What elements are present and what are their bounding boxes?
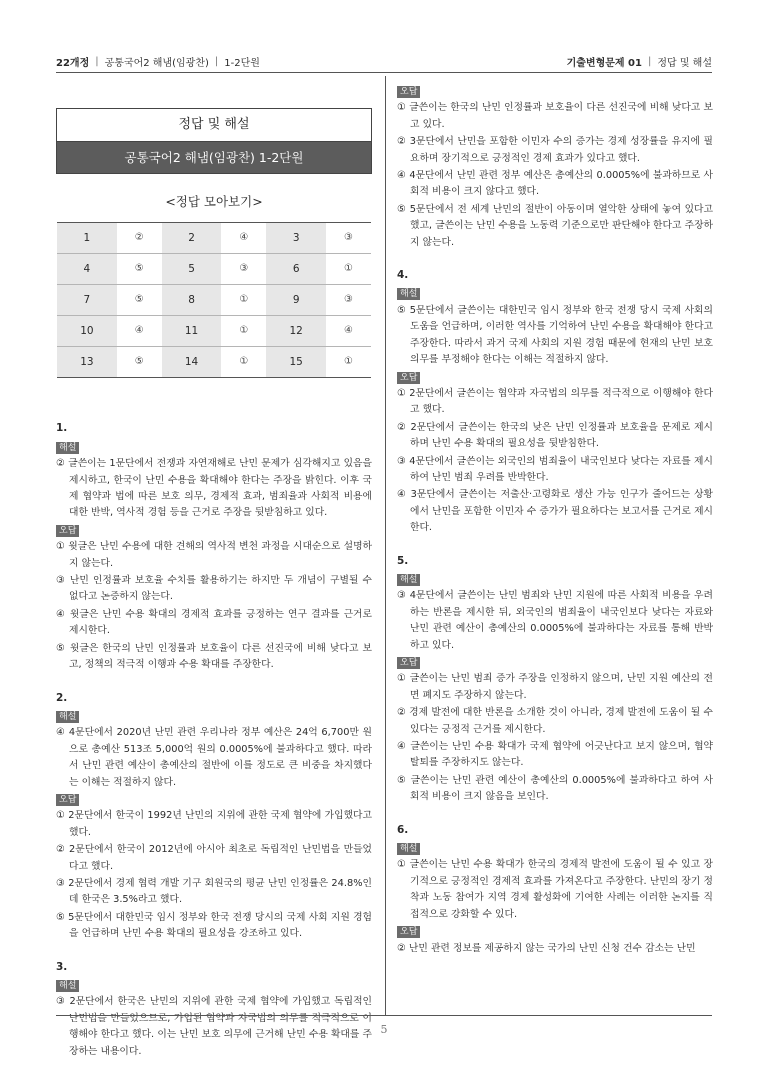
explanation-text: ② 글쓴이는 1문단에서 전쟁과 자연재해로 난민 문제가 심각해지고 있음을 제시하고, 한국이 난민 수용을 확대해야 한다는 주장을 밝힌다. 이후 국제 협약과 법에 따른 보호 의무, 경제적 효과, 범죄율과 사회적 비용에 대한 반박, 역사적 경험 등을 근거로 주장을 뒷받침하고 있다. — [56, 458, 372, 519]
header-separator: | — [214, 55, 219, 67]
explanation-text: ⑤ 5문단에서 글쓴이는 대한민국 임시 정부와 한국 전쟁 당시 국제 사회의 도움을 언급하며, 이러한 역사를 기억하여 난민 수용을 확대해야 한다고 주장한다. 따라서 과거 국제 사회의 지원 경험 때문에 현재의 난민 보호 의무를 부정해야 한다는 이해는 적절하지 않다. — [397, 304, 713, 366]
question-number: 2. — [56, 691, 68, 704]
answer-summary-title: <정답 모아보기> — [165, 194, 263, 209]
question-number-cell: 2 — [162, 223, 222, 254]
wrong-answer-item: ⑤ 5문단에서 대한민국 임시 정부와 한국 전쟁 당시의 국제 사회 지원 경험을 언급하며 난민 수용 확대의 필요성을 강조하고 있다. — [56, 911, 372, 940]
wrong-answer-item: ④ 4문단에서 난민 관련 정부 예산은 총예산의 0.0005%에 불과하므로 사회적 비용이 크지 않다고 했다. — [397, 170, 713, 198]
answer-cell: ④ — [117, 316, 162, 347]
question-number-cell: 14 — [162, 347, 222, 378]
table-row — [57, 223, 371, 254]
left-column — [56, 84, 372, 1057]
wrong-answer-tag: 오답 — [56, 525, 79, 537]
answer-cell: ① — [221, 347, 266, 378]
answer-cell: ① — [221, 316, 266, 347]
answer-cell: ③ — [221, 254, 266, 285]
wrong-answer-item: ⑤ 5문단에서 전 세계 난민의 절반이 아동이며 열악한 상태에 놓여 있다고 했고, 글쓴이는 난민 수용을 노동력 기준으로만 판단해야 한다고 주장하지 않는다. — [397, 203, 713, 248]
answer-cell: ③ — [326, 285, 371, 316]
answer-table — [57, 222, 371, 378]
answer-cell: ④ — [326, 316, 371, 347]
table-row — [57, 316, 371, 347]
question-number-cell: 12 — [266, 316, 326, 347]
wrong-answer-item: ① 글쓴이는 난민 범죄 증가 주장을 인정하지 않으며, 난민 지원 예산의 전면 폐지도 주장하지 않는다. — [397, 673, 713, 701]
header-unit: 1-2단원 — [224, 57, 260, 69]
wrong-answer-tag: 오답 — [397, 372, 420, 384]
question-4-solution — [397, 267, 713, 537]
answer-cell: ① — [221, 285, 266, 316]
answer-cell: ③ — [326, 223, 371, 254]
question-2-solution — [56, 690, 372, 943]
answer-cell: ⑤ — [117, 347, 162, 378]
wrong-answer-tag: 오답 — [397, 926, 420, 938]
explanation-text: ③ 2문단에서 한국은 난민의 지위에 관한 국제 협약에 가입했고 독립적인 난민법을 만들었으므로, 가입된 협약과 자국법의 의무를 적극적으로 이행해야 한다고 했다. 이는 난민 보호 의무에 근거해 난민 수용 확대를 주장하는 내용이다. — [56, 996, 372, 1057]
wrong-answer-item: ② 3문단에서 난민을 포함한 이민자 수의 증가는 경제 성장률을 유지에 필요하며 장기적으로 긍정적인 경제 효과가 있다고 했다. — [397, 136, 713, 164]
answer-cell: ⑤ — [117, 254, 162, 285]
wrong-answer-item: ① 윗글은 난민 수용에 대한 견해의 역사적 변천 과정을 시대순으로 설명하지 않는다. — [56, 541, 372, 569]
header-right-sub: 정답 및 해설 — [657, 57, 712, 69]
header-right-title: 기출변형문제 01 — [566, 57, 642, 69]
answer-cell: ① — [326, 347, 371, 378]
column-divider — [385, 76, 386, 1016]
question-number-cell: 11 — [162, 316, 222, 347]
question-6-solution — [397, 822, 713, 957]
right-column — [397, 84, 713, 1012]
explanation-text: ④ 4문단에서 2020년 난민 관련 우리나라 정부 예산은 24억 6,700만 원으로 총예산 513조 5,000억 원의 0.0005%에 불과하다고 했다. 따라서 난민 관련 예산이 총예산의 절반에 이를 정도로 큰 비중을 차지했다는 이해는 적절하지 않다. — [56, 727, 372, 788]
question-number: 5. — [397, 554, 409, 567]
wrong-answer-tag: 오답 — [397, 86, 420, 98]
title-box-subheading: 공통국어2 해냄(임광찬) 1-2단원 — [57, 141, 371, 173]
answer-cell: ⑤ — [117, 285, 162, 316]
wrong-answer-item: ② 난민 관련 정보를 제공하지 않는 국가의 난민 신청 건수 감소는 난민 — [397, 942, 696, 954]
header-divider — [56, 72, 712, 73]
explanation-text: ① 글쓴이는 난민 수용 확대가 한국의 경제적 발전에 도움이 될 수 있고 장기적으로 긍정적인 경제적 효과를 가져온다고 주장한다. 난민의 장기 정착과 노동 참여가 지역 경제 활성화에 기여한 사례는 이러한 논지를 직접적으로 강화할 수 있다. — [397, 859, 713, 920]
question-number-cell: 4 — [57, 254, 117, 285]
question-number: 3. — [56, 960, 68, 973]
answer-cell: ② — [117, 223, 162, 254]
wrong-answer-item: ④ 윗글은 난민 수용 확대의 경제적 효과를 긍정하는 연구 결과를 근거로 제시한다. — [56, 608, 372, 637]
question-5-solution — [397, 553, 713, 806]
answer-cell: ① — [326, 254, 371, 285]
page-header — [56, 52, 712, 70]
wrong-answer-item: ④ 글쓴이는 난민 수용 확대가 국제 협약에 어긋난다고 보지 않으며, 협약 탈퇴를 주장하지도 않는다. — [397, 741, 713, 769]
question-number: 4. — [397, 269, 409, 282]
question-number-cell: 15 — [266, 347, 326, 378]
wrong-answer-item: ② 2문단에서 한국이 2012년에 아시아 최초로 독립적인 난민법을 만들었다고 했다. — [56, 844, 372, 872]
explanation-tag: 해설 — [56, 711, 79, 723]
title-box-heading: 정답 및 해설 — [178, 117, 250, 132]
header-right — [567, 54, 712, 69]
table-row — [57, 285, 371, 316]
explanation-tag: 해설 — [397, 574, 420, 586]
wrong-answer-item: ② 2문단에서 글쓴이는 한국의 낮은 난민 인정률과 보호율을 문제로 제시하며 난민 수용 확대의 필요성을 뒷받침한다. — [397, 421, 713, 450]
explanation-text: ③ 4문단에서 글쓴이는 난민 범죄와 난민 지원에 따른 사회적 비용을 우려하는 반론을 제시한 뒤, 외국인의 범죄율이 내국인보다 낮다는 자료와 난민 관련 예산이 총예산의 0.0005%에 불과하다는 자료를 통해 반박하고 있다. — [397, 590, 713, 651]
question-number: 1. — [56, 422, 68, 435]
header-left — [56, 54, 260, 69]
header-edition: 22개정 — [56, 57, 90, 69]
footer-divider — [56, 1015, 712, 1016]
explanation-tag: 해설 — [397, 288, 420, 300]
question-number-cell: 1 — [57, 223, 117, 254]
explanation-tag: 해설 — [397, 843, 420, 855]
question-number-cell: 9 — [266, 285, 326, 316]
wrong-answer-item: ④ 3문단에서 글쓴이는 저출산·고령화로 생산 가능 인구가 줄어드는 상황에서 난민을 포함한 이민자 수 증가가 필요하다는 보고서를 근거로 제시한다. — [397, 489, 713, 534]
wrong-answer-item: ① 2문단에서 글쓴이는 협약과 자국법의 의무를 적극적으로 이행해야 한다고 했다. — [397, 387, 713, 416]
question-1-solution — [56, 420, 372, 673]
question-number-cell: 5 — [162, 254, 222, 285]
explanation-tag: 해설 — [56, 980, 79, 992]
answer-cell: ④ — [221, 223, 266, 254]
table-row — [57, 254, 371, 285]
table-row — [57, 347, 371, 378]
question-number-cell: 6 — [266, 254, 326, 285]
wrong-answer-item: ③ 난민 인정률과 보호율 수치를 활용하기는 하지만 두 개념이 구별될 수 없다고 논증하지 않는다. — [56, 575, 372, 603]
wrong-answer-item: ⑤ 윗글은 한국의 난민 인정률과 보호율이 다른 선진국에 비해 낮다고 보고, 정책의 적극적 이행과 수용 확대를 주장한다. — [56, 642, 372, 671]
wrong-answer-item: ① 글쓴이는 한국의 난민 인정률과 보호율이 다른 선진국에 비해 낮다고 보고 있다. — [397, 102, 713, 130]
wrong-answer-item: ③ 2문단에서 경제 협력 개발 기구 회원국의 평균 난민 인정률은 24.8%인데 한국은 3.5%라고 했다. — [56, 877, 372, 906]
question-number-cell: 8 — [162, 285, 222, 316]
question-3-solution-start — [56, 959, 372, 1060]
question-number-cell: 10 — [57, 316, 117, 347]
wrong-answer-item: ⑤ 글쓴이는 난민 관련 예산이 총예산의 0.0005%에 불과하다고 하여 사회적 비용이 크지 않음을 보인다. — [397, 774, 713, 803]
title-box — [56, 108, 372, 174]
question-number-cell: 3 — [266, 223, 326, 254]
page-number: 5 — [380, 1023, 388, 1036]
question-number-cell: 13 — [57, 347, 117, 378]
wrong-answer-item: ② 경제 발전에 대한 반론을 소개한 것이 아니라, 경제 발전에 도움이 될 수 있다는 긍정적 근거를 제시한다. — [397, 707, 713, 735]
wrong-answer-tag: 오답 — [56, 794, 79, 806]
question-number: 6. — [397, 823, 409, 836]
header-book: 공통국어2 해냄(임광찬) — [104, 57, 209, 69]
question-3-solution-cont — [397, 84, 713, 251]
wrong-answer-item: ① 2문단에서 한국이 1992년 난민의 지위에 관한 국제 협약에 가입했다고 했다. — [56, 810, 372, 838]
header-separator: | — [95, 55, 99, 67]
question-number-cell: 7 — [57, 285, 117, 316]
header-separator: | — [647, 55, 652, 67]
explanation-tag: 해설 — [56, 442, 79, 454]
wrong-answer-item: ③ 4문단에서 글쓴이는 외국인의 범죄율이 내국인보다 낮다는 자료를 제시하여 난민 범죄 우려를 반박한다. — [397, 455, 713, 483]
wrong-answer-tag: 오답 — [397, 657, 420, 669]
